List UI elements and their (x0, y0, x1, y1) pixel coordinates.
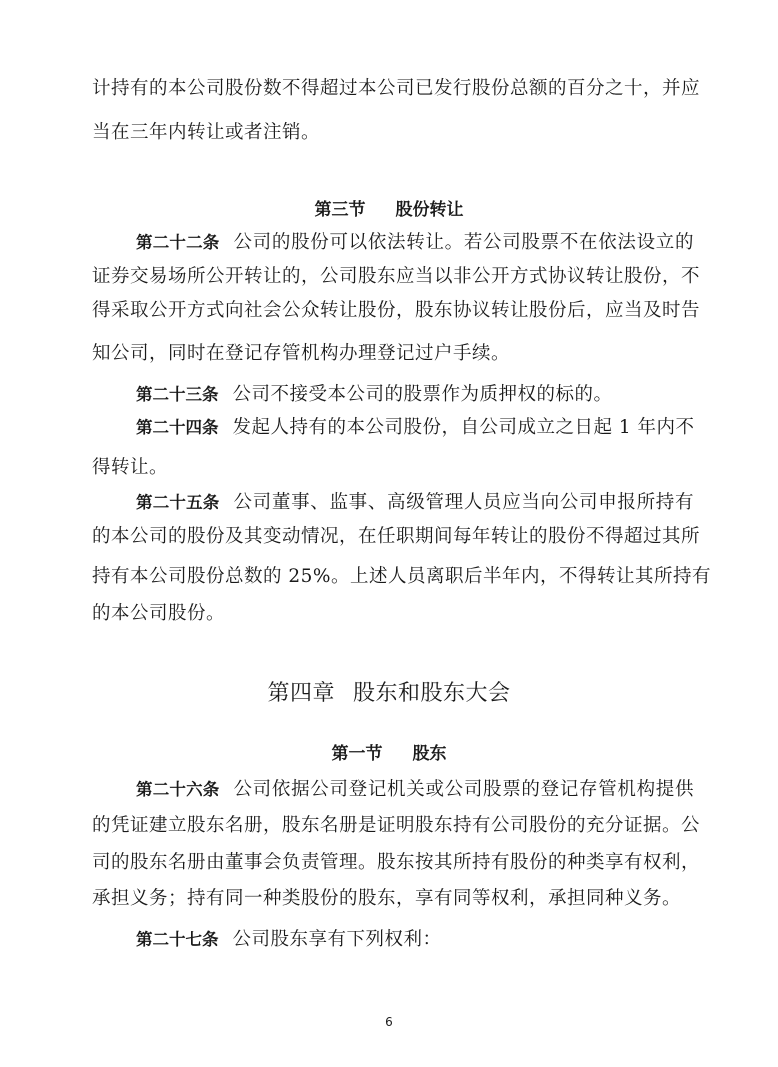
page-number: 6 (385, 1015, 393, 1029)
section-heading (0, 742, 778, 766)
article-27-first-line (136, 928, 694, 952)
body-text-line: 得采取公开方式向社会公众转让股份，股东协议转让股份后，应当及时告 (92, 300, 701, 321)
article-number: 第二十四条 (136, 418, 219, 437)
article-text: 公司依据公司登记机关或公司股票的登记存管机构提供 (233, 779, 694, 800)
article-number: 第二十七条 (136, 930, 219, 949)
body-text-line: 的本公司的股份及其变动情况，在任职期间每年转让的股份不得超过其所 (92, 526, 701, 547)
article-22-first-line (136, 231, 694, 255)
article-text: 公司董事、监事、高级管理人员应当向公司申报所持有 (233, 492, 694, 513)
section-title: 股东 (412, 744, 447, 764)
body-text-line: 的本公司股份。 (92, 603, 226, 624)
article-23-first-line (136, 383, 694, 407)
section-title: 股份转让 (395, 200, 464, 220)
body-text-line: 知公司，同时在登记存管机构办理登记过户手续。 (92, 343, 511, 364)
article-number: 第二十二条 (136, 233, 220, 252)
body-text-line: 计持有的本公司股份数不得超过本公司已发行股份总额的百分之十，并应 (92, 78, 701, 99)
article-text: 公司的股份可以依法转让。若公司股票不在依法设立的 (233, 232, 694, 253)
article-text: 发起人持有的本公司股份，自公司成立之日起 1 年内不 (232, 417, 695, 438)
article-24-first-line (136, 416, 694, 440)
section-number: 第一节 (331, 744, 383, 764)
article-number: 第二十三条 (136, 385, 219, 404)
body-text-line: 的凭证建立股东名册，股东名册是证明股东持有公司股份的充分证据。公 (92, 815, 701, 836)
body-text-line: 当在三年内转让或者注销。 (92, 122, 321, 143)
chapter-heading (0, 679, 778, 709)
body-text-line: 司的股东名册由董事会负责管理。股东按其所持有股份的种类享有权利， (92, 852, 701, 873)
chapter-number: 第四章 (267, 681, 335, 706)
section-number: 第三节 (314, 200, 366, 220)
body-text-line: 证券交易场所公开转让的，公司股东应当以非公开方式协议转让股份，不 (92, 266, 701, 287)
body-text-line: 承担义务；持有同一种类股份的股东，享有同等权利，承担同种义务。 (92, 888, 682, 909)
article-number: 第二十五条 (136, 493, 220, 512)
article-26-first-line (136, 778, 694, 802)
body-text-line: 得转让。 (92, 457, 169, 478)
article-number: 第二十六条 (136, 780, 220, 799)
article-25-first-line (136, 491, 694, 515)
body-text-line: 持有本公司股份总数的 25%。上述人员离职后半年内，不得转让其所持有 (92, 566, 712, 587)
section-heading (0, 198, 778, 222)
article-text: 公司股东享有下列权利： (232, 929, 442, 950)
article-text: 公司不接受本公司的股票作为质押权的标的。 (232, 384, 613, 405)
chapter-title: 股东和股东大会 (353, 681, 511, 706)
